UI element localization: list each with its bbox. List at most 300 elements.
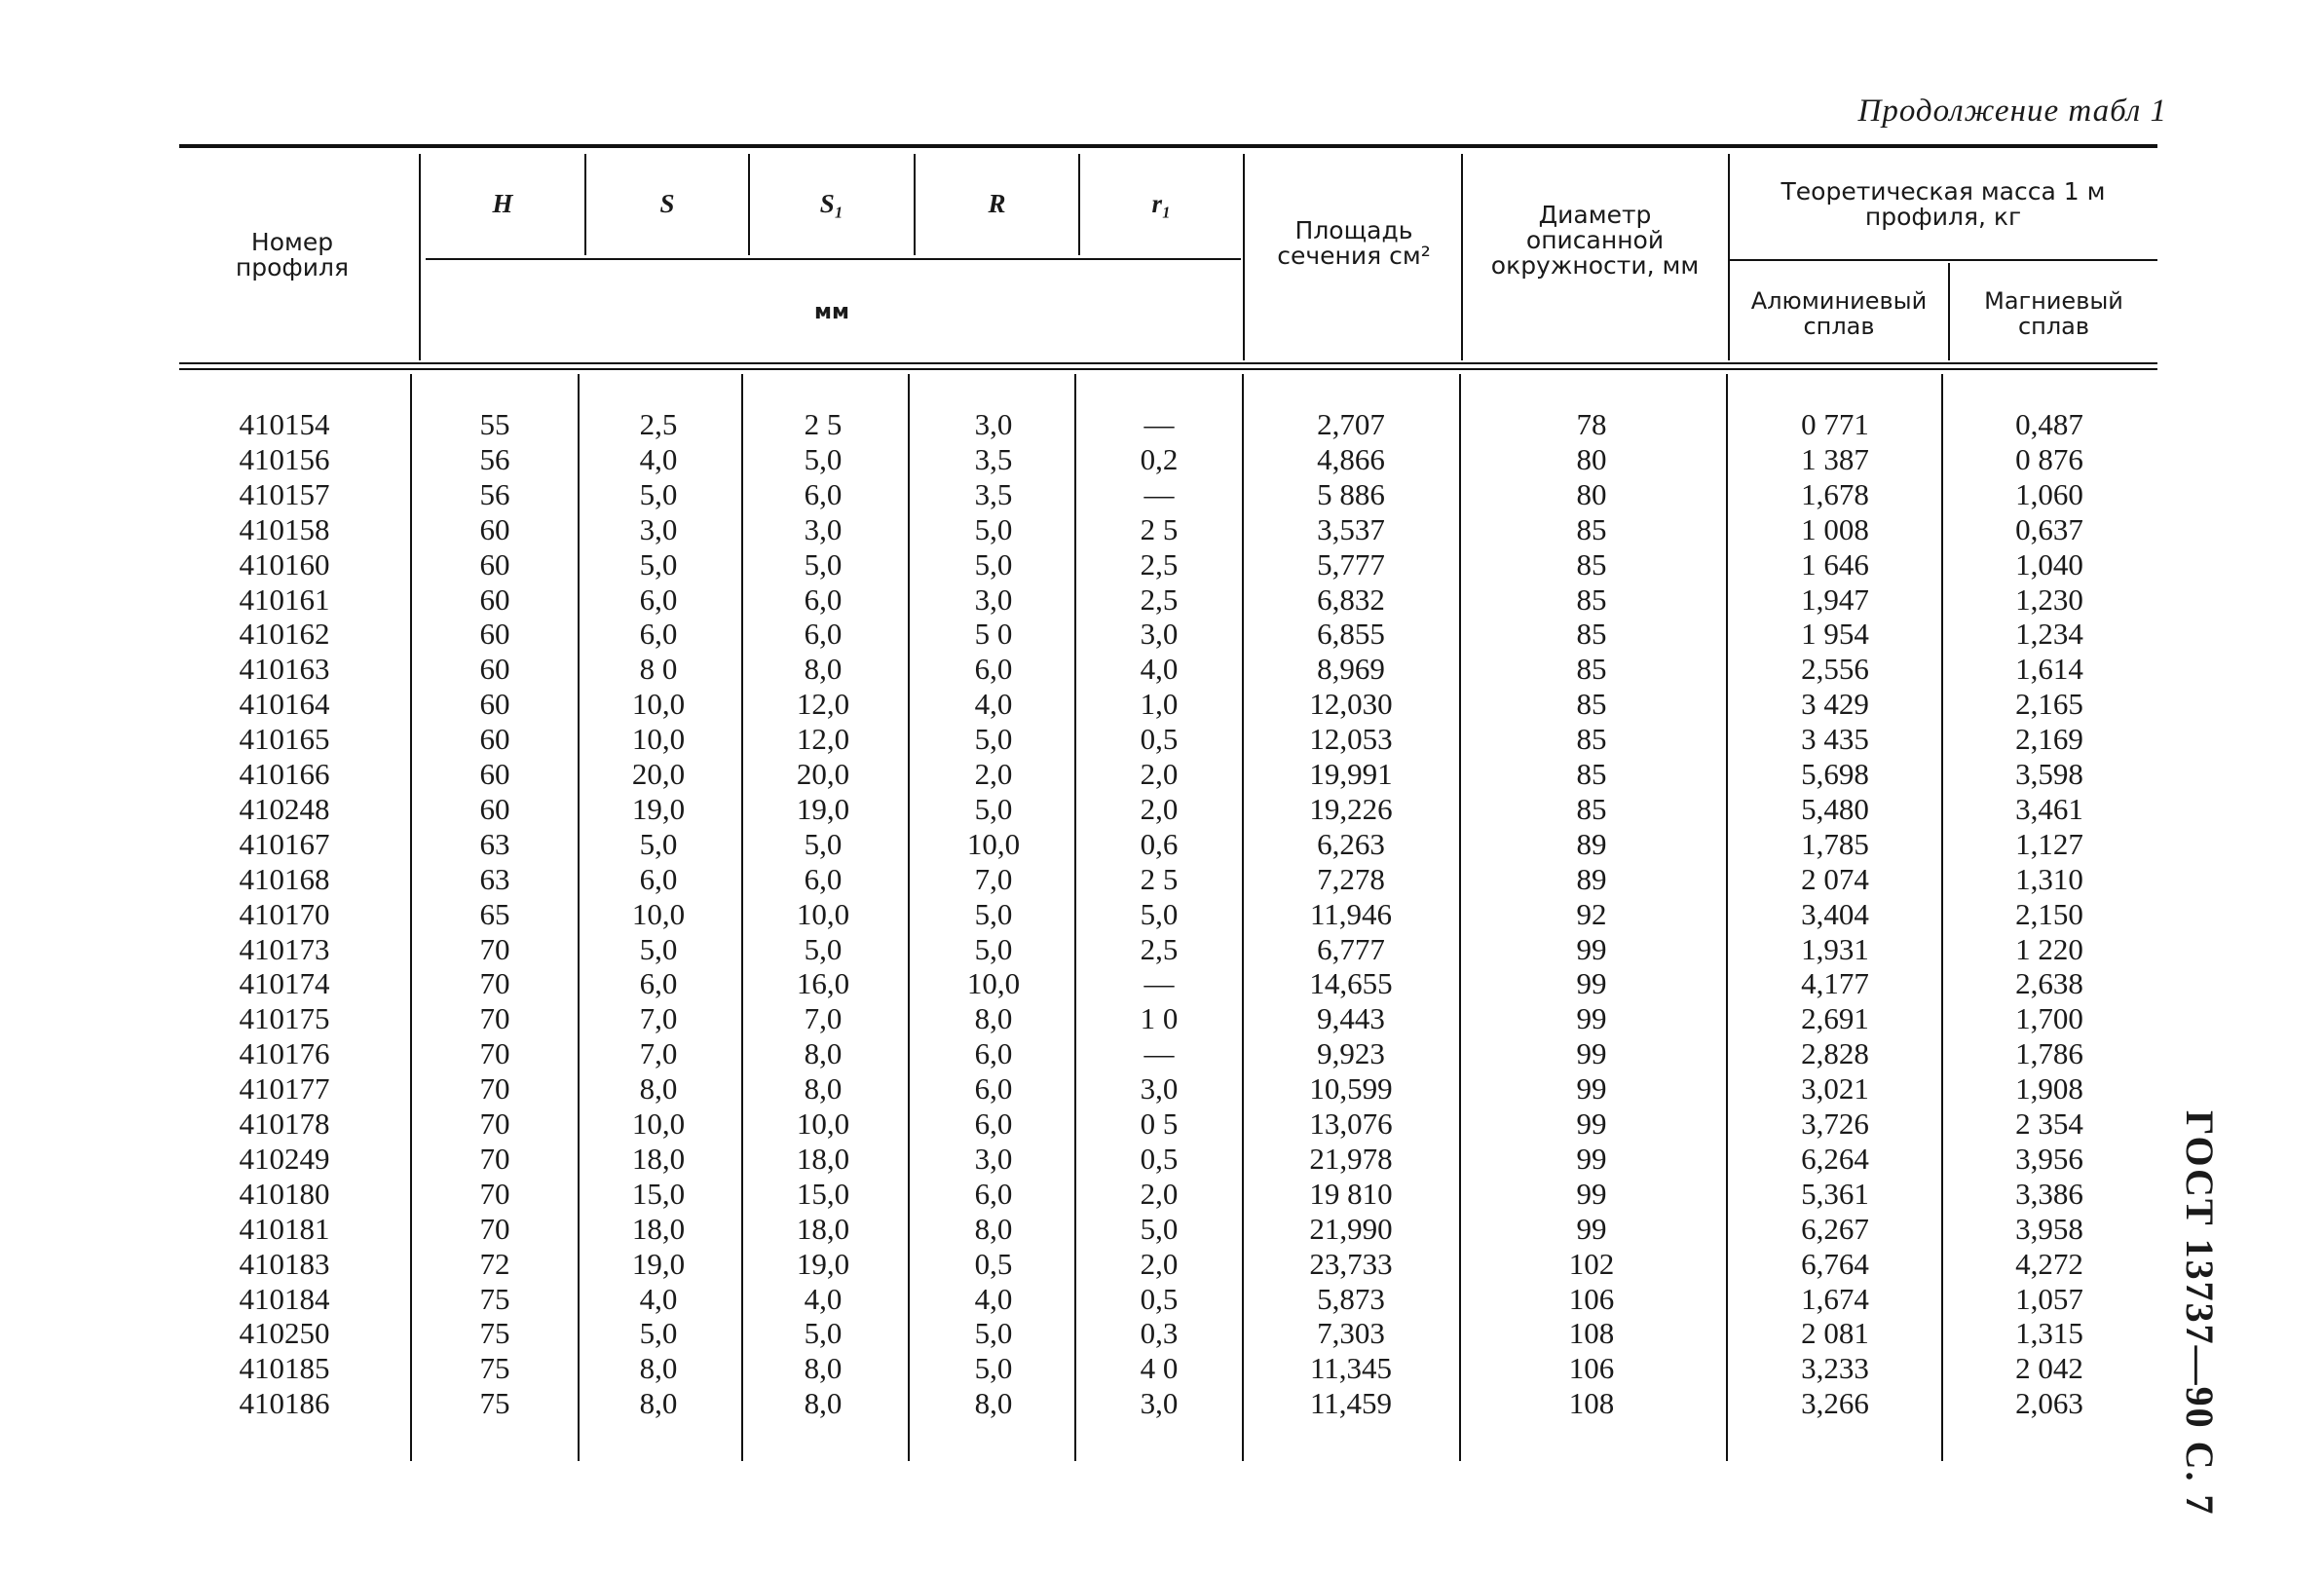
table-row bbox=[0, 1108, 2324, 1140]
cell-area: 19 810 bbox=[1309, 1176, 1393, 1211]
cell-mass-magnesium: 2,169 bbox=[2015, 722, 2083, 757]
cell-h: 60 bbox=[479, 511, 510, 546]
cell-s: 3,0 bbox=[639, 511, 678, 546]
cell-s1: 8,0 bbox=[804, 1071, 843, 1106]
cell-profile-number: 410166 bbox=[239, 757, 330, 791]
cell-mass-magnesium: 3,958 bbox=[2015, 1211, 2083, 1246]
cell-profile-number: 410165 bbox=[239, 722, 330, 757]
cell-s: 2,5 bbox=[639, 407, 678, 441]
cell-h: 70 bbox=[479, 1211, 510, 1246]
table-row bbox=[0, 931, 2324, 966]
cell-s: 6,0 bbox=[639, 966, 678, 1001]
table-row bbox=[0, 1211, 2324, 1246]
table-row bbox=[0, 1318, 2324, 1349]
cell-area: 9,443 bbox=[1317, 1001, 1385, 1036]
cell-s1: 18,0 bbox=[796, 1141, 850, 1176]
cell-profile-number: 410184 bbox=[239, 1281, 330, 1316]
cell-r: 3,0 bbox=[974, 407, 1013, 441]
cell-mass-magnesium: 1,786 bbox=[2015, 1036, 2083, 1071]
cell-r: 5,0 bbox=[974, 722, 1013, 757]
cell-s: 8,0 bbox=[639, 1071, 678, 1106]
table-row bbox=[0, 619, 2324, 650]
table-row bbox=[0, 511, 2324, 546]
table-row bbox=[0, 409, 2324, 440]
cell-profile-number: 410249 bbox=[239, 1141, 330, 1176]
cell-mass-magnesium: 0,637 bbox=[2015, 511, 2083, 546]
cell-mass-aluminum: 1 954 bbox=[1801, 617, 1869, 652]
cell-s: 6,0 bbox=[639, 617, 678, 652]
cell-mass-magnesium: 1,908 bbox=[2015, 1071, 2083, 1106]
cell-s1: 8,0 bbox=[804, 1351, 843, 1386]
cell-mass-magnesium: 2,063 bbox=[2015, 1386, 2083, 1421]
cell-mass-magnesium: 2,638 bbox=[2015, 966, 2083, 1001]
cell-profile-number: 410185 bbox=[239, 1351, 330, 1386]
cell-diameter: 99 bbox=[1576, 1036, 1607, 1071]
table-row bbox=[0, 1281, 2324, 1316]
cell-r1: 1,0 bbox=[1140, 687, 1179, 722]
cell-s: 20,0 bbox=[631, 757, 686, 791]
cell-r1: 2 5 bbox=[1140, 861, 1179, 896]
cell-r1: 0,2 bbox=[1140, 441, 1179, 476]
side-label-text: ГОСТ 13737—90 С. 7 bbox=[2178, 1110, 2222, 1517]
cell-diameter: 85 bbox=[1576, 722, 1607, 757]
cell-r1: 0,6 bbox=[1140, 826, 1179, 861]
table-caption: Продолжение табл 1 bbox=[1857, 94, 2167, 129]
cell-diameter: 99 bbox=[1576, 931, 1607, 966]
cell-diameter: 99 bbox=[1576, 966, 1607, 1001]
cell-s1: 19,0 bbox=[796, 1246, 850, 1281]
header-mass: Теоретическая масса 1 м профиля, кг bbox=[1780, 177, 2106, 231]
cell-r: 5,0 bbox=[974, 1316, 1013, 1351]
cell-mass-magnesium: 4,272 bbox=[2015, 1246, 2083, 1281]
cell-s: 7,0 bbox=[639, 1001, 678, 1036]
cell-mass-aluminum: 1,931 bbox=[1801, 931, 1869, 966]
cell-mass-aluminum: 3 435 bbox=[1801, 722, 1869, 757]
cell-profile-number: 410250 bbox=[239, 1316, 330, 1351]
cell-profile-number: 410164 bbox=[239, 687, 330, 722]
cell-s1: 5,0 bbox=[804, 826, 843, 861]
cell-s1: 5,0 bbox=[804, 441, 843, 476]
cell-h: 63 bbox=[479, 861, 510, 896]
cell-s: 5,0 bbox=[639, 931, 678, 966]
cell-diameter: 108 bbox=[1568, 1386, 1615, 1421]
cell-s: 8,0 bbox=[639, 1351, 678, 1386]
cell-h: 70 bbox=[479, 1141, 510, 1176]
cell-mass-magnesium: 1,127 bbox=[2015, 826, 2083, 861]
cell-mass-magnesium: 2,150 bbox=[2015, 896, 2083, 931]
cell-h: 60 bbox=[479, 617, 510, 652]
cell-diameter: 99 bbox=[1576, 1141, 1607, 1176]
cell-mass-aluminum: 1 387 bbox=[1801, 441, 1869, 476]
cell-diameter: 85 bbox=[1576, 757, 1607, 791]
cell-mass-magnesium: 2,165 bbox=[2015, 687, 2083, 722]
table-row bbox=[0, 1388, 2324, 1419]
cell-mass-aluminum: 2,556 bbox=[1801, 652, 1869, 687]
cell-diameter: 99 bbox=[1576, 1071, 1607, 1106]
cell-diameter: 78 bbox=[1576, 407, 1607, 441]
cell-area: 19,226 bbox=[1309, 791, 1393, 826]
cell-r: 5,0 bbox=[974, 546, 1013, 581]
cell-r1: 2,0 bbox=[1140, 757, 1179, 791]
cell-profile-number: 410156 bbox=[239, 441, 330, 476]
cell-h: 60 bbox=[479, 791, 510, 826]
cell-r1: — bbox=[1143, 966, 1175, 1001]
cell-mass-aluminum: 2 074 bbox=[1801, 861, 1869, 896]
cell-profile-number: 410158 bbox=[239, 511, 330, 546]
cell-s1: 6,0 bbox=[804, 617, 843, 652]
header-mm: мм bbox=[814, 300, 849, 324]
cell-r1: 2,5 bbox=[1140, 581, 1179, 617]
cell-s: 5,0 bbox=[639, 476, 678, 511]
cell-mass-magnesium: 1,614 bbox=[2015, 652, 2083, 687]
table-row bbox=[0, 1073, 2324, 1105]
cell-area: 6,832 bbox=[1317, 581, 1385, 617]
cell-mass-aluminum: 5,480 bbox=[1801, 791, 1869, 826]
table-row bbox=[0, 654, 2324, 685]
cell-diameter: 85 bbox=[1576, 652, 1607, 687]
cell-r: 3,0 bbox=[974, 1141, 1013, 1176]
cell-s: 8,0 bbox=[639, 1386, 678, 1421]
cell-s: 5,0 bbox=[639, 1316, 678, 1351]
cell-h: 55 bbox=[479, 407, 510, 441]
cell-diameter: 85 bbox=[1576, 581, 1607, 617]
cell-profile-number: 410186 bbox=[239, 1386, 330, 1421]
cell-r: 6,0 bbox=[974, 1176, 1013, 1211]
cell-h: 75 bbox=[479, 1316, 510, 1351]
cell-h: 56 bbox=[479, 441, 510, 476]
cell-mass-aluminum: 1 008 bbox=[1801, 511, 1869, 546]
cell-r1: 5,0 bbox=[1140, 896, 1179, 931]
cell-mass-aluminum: 2,828 bbox=[1801, 1036, 1869, 1071]
cell-s: 4,0 bbox=[639, 441, 678, 476]
cell-profile-number: 410154 bbox=[239, 407, 330, 441]
cell-mass-magnesium: 1,057 bbox=[2015, 1281, 2083, 1316]
cell-profile-number: 410180 bbox=[239, 1176, 330, 1211]
cell-r1: 3,0 bbox=[1140, 1071, 1179, 1106]
cell-r: 5 0 bbox=[974, 617, 1013, 652]
table-row bbox=[0, 791, 2324, 826]
cell-h: 70 bbox=[479, 1106, 510, 1141]
cell-mass-magnesium: 1,230 bbox=[2015, 581, 2083, 617]
cell-mass-magnesium: 1,234 bbox=[2015, 617, 2083, 652]
cell-s1: 2 5 bbox=[804, 407, 843, 441]
cell-diameter: 85 bbox=[1576, 791, 1607, 826]
cell-s1: 12,0 bbox=[796, 687, 850, 722]
cell-profile-number: 410173 bbox=[239, 931, 330, 966]
cell-mass-magnesium: 1,310 bbox=[2015, 861, 2083, 896]
table-row bbox=[0, 581, 2324, 617]
cell-r: 4,0 bbox=[974, 1281, 1013, 1316]
table-row bbox=[0, 1176, 2324, 1211]
cell-r: 5,0 bbox=[974, 1351, 1013, 1386]
cell-s: 8 0 bbox=[639, 652, 678, 687]
cell-s1: 7,0 bbox=[804, 1001, 843, 1036]
cell-mass-aluminum: 4,177 bbox=[1801, 966, 1869, 1001]
cell-mass-magnesium: 1,060 bbox=[2015, 476, 2083, 511]
cell-s: 18,0 bbox=[631, 1211, 686, 1246]
cell-r1: 0,5 bbox=[1140, 1141, 1179, 1176]
cell-mass-magnesium: 3,598 bbox=[2015, 757, 2083, 791]
cell-h: 60 bbox=[479, 652, 510, 687]
cell-h: 75 bbox=[479, 1281, 510, 1316]
cell-s1: 8,0 bbox=[804, 652, 843, 687]
cell-profile-number: 410162 bbox=[239, 617, 330, 652]
cell-mass-aluminum: 6,267 bbox=[1801, 1211, 1869, 1246]
cell-mass-aluminum: 6,264 bbox=[1801, 1141, 1869, 1176]
cell-r1: 2 5 bbox=[1140, 511, 1179, 546]
table-row bbox=[0, 1141, 2324, 1176]
cell-diameter: 106 bbox=[1568, 1281, 1615, 1316]
cell-area: 5,873 bbox=[1317, 1281, 1385, 1316]
header-diameter: Диаметр описанной окружности, мм bbox=[1490, 201, 1700, 280]
cell-profile-number: 410163 bbox=[239, 652, 330, 687]
cell-r: 5,0 bbox=[974, 791, 1013, 826]
cell-area: 3,537 bbox=[1317, 511, 1385, 546]
cell-h: 56 bbox=[479, 476, 510, 511]
cell-diameter: 106 bbox=[1568, 1351, 1615, 1386]
cell-h: 70 bbox=[479, 966, 510, 1001]
cell-r: 8,0 bbox=[974, 1386, 1013, 1421]
cell-area: 4,866 bbox=[1317, 441, 1385, 476]
cell-r1: 3,0 bbox=[1140, 1386, 1179, 1421]
cell-mass-magnesium: 3,386 bbox=[2015, 1176, 2083, 1211]
cell-diameter: 85 bbox=[1576, 617, 1607, 652]
table-row bbox=[0, 724, 2324, 755]
table-row bbox=[0, 689, 2324, 720]
cell-s1: 6,0 bbox=[804, 861, 843, 896]
cell-r1: 3,0 bbox=[1140, 617, 1179, 652]
table-row bbox=[0, 896, 2324, 931]
cell-h: 70 bbox=[479, 1001, 510, 1036]
cell-r: 6,0 bbox=[974, 652, 1013, 687]
cell-s: 19,0 bbox=[631, 791, 686, 826]
cell-r: 3,0 bbox=[974, 581, 1013, 617]
cell-area: 5 886 bbox=[1317, 476, 1385, 511]
cell-area: 23,733 bbox=[1309, 1246, 1393, 1281]
cell-s: 19,0 bbox=[631, 1246, 686, 1281]
cell-r1: 0,5 bbox=[1140, 1281, 1179, 1316]
cell-r1: 0,3 bbox=[1140, 1316, 1179, 1351]
header-r1: r₁ bbox=[1151, 189, 1172, 218]
cell-s1: 10,0 bbox=[796, 1106, 850, 1141]
cell-r: 7,0 bbox=[974, 861, 1013, 896]
cell-mass-aluminum: 2,691 bbox=[1801, 1001, 1869, 1036]
cell-r: 6,0 bbox=[974, 1106, 1013, 1141]
cell-s: 7,0 bbox=[639, 1036, 678, 1071]
cell-r: 8,0 bbox=[974, 1211, 1013, 1246]
cell-r: 6,0 bbox=[974, 1036, 1013, 1071]
cell-area: 14,655 bbox=[1309, 966, 1393, 1001]
cell-h: 70 bbox=[479, 1176, 510, 1211]
cell-area: 8,969 bbox=[1317, 652, 1385, 687]
cell-area: 11,345 bbox=[1309, 1351, 1393, 1386]
cell-diameter: 89 bbox=[1576, 826, 1607, 861]
cell-r: 8,0 bbox=[974, 1001, 1013, 1036]
cell-s1: 6,0 bbox=[804, 476, 843, 511]
header-aluminum: Алюминиевый сплав bbox=[1750, 287, 1928, 340]
cell-mass-aluminum: 3,266 bbox=[1801, 1386, 1869, 1421]
table-row bbox=[0, 968, 2324, 999]
cell-profile-number: 410176 bbox=[239, 1036, 330, 1071]
header-h: H bbox=[492, 189, 513, 218]
cell-s1: 20,0 bbox=[796, 757, 850, 791]
cell-r1: 5,0 bbox=[1140, 1211, 1179, 1246]
cell-profile-number: 410183 bbox=[239, 1246, 330, 1281]
cell-h: 60 bbox=[479, 581, 510, 617]
cell-s: 18,0 bbox=[631, 1141, 686, 1176]
cell-h: 60 bbox=[479, 757, 510, 791]
cell-mass-magnesium: 1,315 bbox=[2015, 1316, 2083, 1351]
cell-profile-number: 410161 bbox=[239, 581, 330, 617]
cell-r1: 2,0 bbox=[1140, 1246, 1179, 1281]
cell-r: 10,0 bbox=[966, 826, 1021, 861]
cell-h: 60 bbox=[479, 722, 510, 757]
cell-mass-magnesium: 3,956 bbox=[2015, 1141, 2083, 1176]
cell-diameter: 92 bbox=[1576, 896, 1607, 931]
cell-mass-aluminum: 1,678 bbox=[1801, 476, 1869, 511]
cell-area: 13,076 bbox=[1309, 1106, 1393, 1141]
cell-profile-number: 410175 bbox=[239, 1001, 330, 1036]
cell-r1: — bbox=[1143, 1036, 1175, 1071]
cell-profile-number: 410167 bbox=[239, 826, 330, 861]
cell-r: 2,0 bbox=[974, 757, 1013, 791]
cell-mass-aluminum: 3,726 bbox=[1801, 1106, 1869, 1141]
cell-mass-aluminum: 2 081 bbox=[1801, 1316, 1869, 1351]
cell-h: 75 bbox=[479, 1351, 510, 1386]
cell-s1: 5,0 bbox=[804, 1316, 843, 1351]
cell-s: 4,0 bbox=[639, 1281, 678, 1316]
cell-r: 6,0 bbox=[974, 1071, 1013, 1106]
cell-s1: 5,0 bbox=[804, 546, 843, 581]
cell-area: 7,303 bbox=[1317, 1316, 1385, 1351]
cell-area: 7,278 bbox=[1317, 861, 1385, 896]
cell-s: 5,0 bbox=[639, 826, 678, 861]
cell-s: 6,0 bbox=[639, 581, 678, 617]
cell-s1: 4,0 bbox=[804, 1281, 843, 1316]
cell-mass-magnesium: 0 876 bbox=[2015, 441, 2083, 476]
cell-h: 70 bbox=[479, 1036, 510, 1071]
cell-mass-magnesium: 2 042 bbox=[2015, 1351, 2083, 1386]
cell-mass-aluminum: 1,674 bbox=[1801, 1281, 1869, 1316]
cell-h: 65 bbox=[479, 896, 510, 931]
cell-r1: 4 0 bbox=[1140, 1351, 1179, 1386]
cell-profile-number: 410157 bbox=[239, 476, 330, 511]
cell-diameter: 102 bbox=[1568, 1246, 1615, 1281]
cell-diameter: 99 bbox=[1576, 1176, 1607, 1211]
cell-area: 10,599 bbox=[1309, 1071, 1393, 1106]
cell-r1: 2,0 bbox=[1140, 1176, 1179, 1211]
cell-r1: 4,0 bbox=[1140, 652, 1179, 687]
table-row bbox=[0, 1003, 2324, 1034]
table-row bbox=[0, 861, 2324, 896]
cell-s: 6,0 bbox=[639, 861, 678, 896]
table-row bbox=[0, 1353, 2324, 1384]
cell-h: 60 bbox=[479, 546, 510, 581]
cell-area: 11,946 bbox=[1309, 896, 1393, 931]
cell-mass-aluminum: 3,233 bbox=[1801, 1351, 1869, 1386]
table-row bbox=[0, 546, 2324, 581]
cell-profile-number: 410168 bbox=[239, 861, 330, 896]
cell-s: 10,0 bbox=[631, 1106, 686, 1141]
table-row bbox=[0, 1246, 2324, 1281]
header-magnesium: Магниевый сплав bbox=[1984, 287, 2123, 340]
header-s: S bbox=[659, 189, 675, 218]
cell-mass-aluminum: 0 771 bbox=[1801, 407, 1869, 441]
cell-r1: — bbox=[1143, 476, 1175, 511]
cell-diameter: 99 bbox=[1576, 1106, 1607, 1141]
cell-area: 19,991 bbox=[1309, 757, 1393, 791]
cell-diameter: 80 bbox=[1576, 441, 1607, 476]
cell-mass-magnesium: 0,487 bbox=[2015, 407, 2083, 441]
cell-s: 10,0 bbox=[631, 722, 686, 757]
cell-profile-number: 410248 bbox=[239, 791, 330, 826]
cell-mass-aluminum: 6,764 bbox=[1801, 1246, 1869, 1281]
cell-s1: 5,0 bbox=[804, 931, 843, 966]
table-row bbox=[0, 759, 2324, 790]
cell-s: 10,0 bbox=[631, 896, 686, 931]
cell-h: 70 bbox=[479, 1071, 510, 1106]
cell-s1: 19,0 bbox=[796, 791, 850, 826]
cell-diameter: 89 bbox=[1576, 861, 1607, 896]
cell-mass-aluminum: 1,785 bbox=[1801, 826, 1869, 861]
cell-profile-number: 410181 bbox=[239, 1211, 330, 1246]
cell-r: 10,0 bbox=[966, 966, 1021, 1001]
cell-area: 6,855 bbox=[1317, 617, 1385, 652]
cell-profile-number: 410170 bbox=[239, 896, 330, 931]
cell-mass-magnesium: 1,040 bbox=[2015, 546, 2083, 581]
cell-s1: 3,0 bbox=[804, 511, 843, 546]
cell-mass-aluminum: 1,947 bbox=[1801, 581, 1869, 617]
cell-diameter: 99 bbox=[1576, 1211, 1607, 1246]
cell-mass-magnesium: 1 220 bbox=[2015, 931, 2083, 966]
header-area: Площадь сечения см² bbox=[1277, 216, 1431, 270]
cell-mass-magnesium: 3,461 bbox=[2015, 791, 2083, 826]
cell-mass-aluminum: 3,404 bbox=[1801, 896, 1869, 931]
header-profile-number: Номер профиля bbox=[235, 228, 350, 281]
cell-diameter: 85 bbox=[1576, 546, 1607, 581]
cell-h: 75 bbox=[479, 1386, 510, 1421]
cell-profile-number: 410174 bbox=[239, 966, 330, 1001]
cell-area: 21,990 bbox=[1309, 1211, 1393, 1246]
cell-mass-magnesium: 1,700 bbox=[2015, 1001, 2083, 1036]
cell-r: 5,0 bbox=[974, 511, 1013, 546]
cell-area: 11,459 bbox=[1309, 1386, 1393, 1421]
cell-r1: 0 5 bbox=[1140, 1106, 1179, 1141]
cell-area: 9,923 bbox=[1317, 1036, 1385, 1071]
header-r: R bbox=[988, 189, 1006, 218]
cell-mass-aluminum: 3 429 bbox=[1801, 687, 1869, 722]
cell-h: 72 bbox=[479, 1246, 510, 1281]
cell-r1: 2,0 bbox=[1140, 791, 1179, 826]
cell-area: 6,263 bbox=[1317, 826, 1385, 861]
cell-s: 5,0 bbox=[639, 546, 678, 581]
header-s1: S₁ bbox=[819, 189, 844, 218]
cell-area: 2,707 bbox=[1317, 407, 1385, 441]
table-row bbox=[0, 476, 2324, 511]
table-row bbox=[0, 826, 2324, 861]
cell-r: 5,0 bbox=[974, 931, 1013, 966]
cell-mass-aluminum: 5,698 bbox=[1801, 757, 1869, 791]
cell-r1: 0,5 bbox=[1140, 722, 1179, 757]
cell-r1: 2,5 bbox=[1140, 546, 1179, 581]
cell-s1: 10,0 bbox=[796, 896, 850, 931]
cell-area: 12,030 bbox=[1309, 687, 1393, 722]
cell-area: 12,053 bbox=[1309, 722, 1393, 757]
cell-r: 0,5 bbox=[974, 1246, 1013, 1281]
cell-r: 3,5 bbox=[974, 441, 1013, 476]
cell-diameter: 108 bbox=[1568, 1316, 1615, 1351]
cell-diameter: 85 bbox=[1576, 511, 1607, 546]
